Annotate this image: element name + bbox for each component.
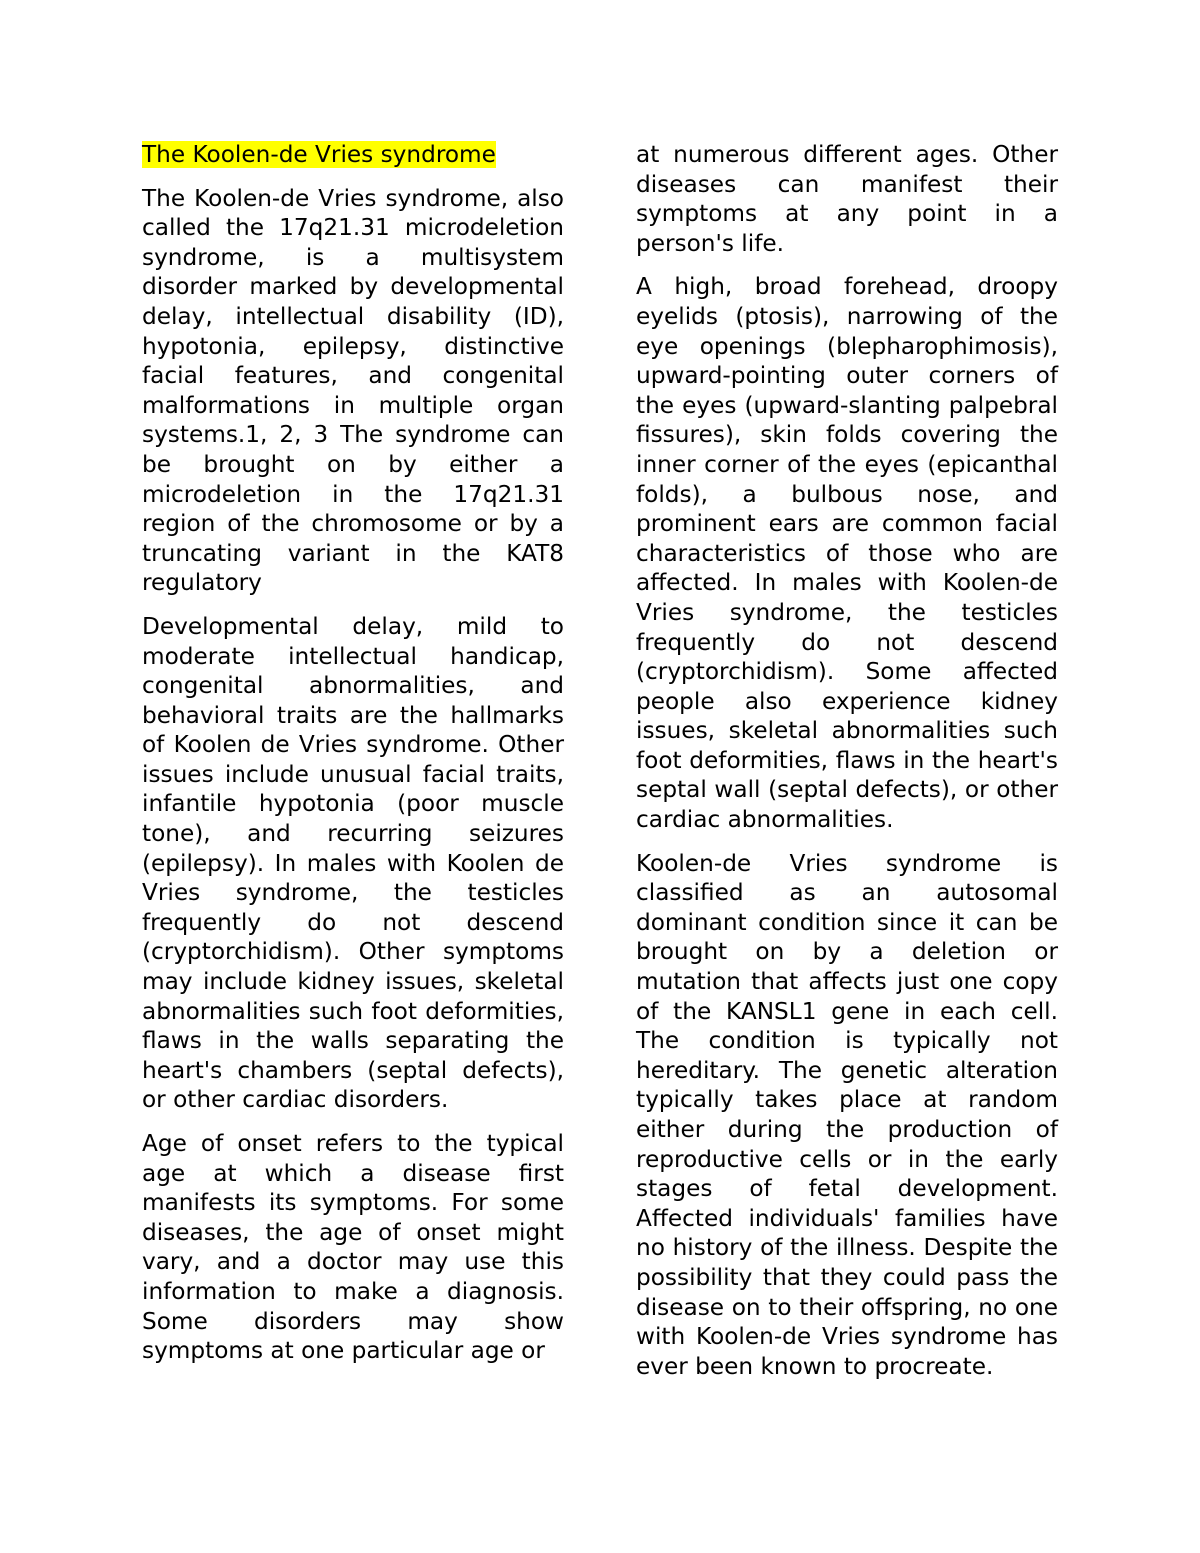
left-column	[142, 140, 564, 1380]
title-highlight: The Koolen-de Vries syndrome	[142, 141, 496, 168]
paragraph-age-continued: at numerous different ages. Other diseases can manifest their symptoms at any point in a person's life.	[636, 141, 1058, 257]
paragraph-intro: The Koolen-de Vries syndrome, also called the 17q21.31 microdeletion syndrome, is a multisystem disorder marked by developmental delay, intellectual disability (ID), hypotonia, epilepsy, distinctive facial features, and congenital malformations in multiple organ systems.1, 2, 3 The syndrome can be brought on by either a microdeletion in the 17q21.31 region of the chromosome or by a truncating variant in the KAT8 regulatory	[142, 184, 564, 597]
right-column	[636, 140, 1058, 1395]
paragraph-facial-features: A high, broad forehead, droopy eyelids (ptosis), narrowing of the eye openings (blepharophimosis), upward-pointing outer corners of the eyes (upward-slanting palpebral fissures), skin folds covering the inner corner of the eyes (epicanthal folds), a bulbous nose, and prominent ears are common facial characteristics of those who are affected. In males with Koolen-de Vries syndrome, the testicles frequently do not descend (cryptorchidism). Some affected people also experience kidney issues, skeletal abnormalities such foot deformities, flaws in the heart's septal wall (septal defects), or other cardiac abnormalities.	[636, 273, 1058, 834]
paragraph-inheritance: Koolen-de Vries syndrome is classified as an autosomal dominant condition since it can be brought on by a deletion or mutation that affects just one copy of the KANSL1 gene in each cell. The condition is typically not hereditary. The genetic alteration typically takes place at random either during the production of reproductive cells or in the early stages of fetal development. Affected individuals' families have no history of the illness. Despite the possibility that they could pass the disease on to their offspring, no one with Koolen-de Vries syndrome has ever been known to procreate.	[636, 849, 1058, 1380]
document-title	[142, 140, 564, 170]
paragraph-age-of-onset: Age of onset refers to the typical age at which a disease first manifests its symptoms. For some diseases, the age of onset might vary, and a doctor may use this information to make a diagnosis. Some disorders may show symptoms at one particular age or	[142, 1130, 564, 1365]
paragraph-symptoms: Developmental delay, mild to moderate intellectual handicap, congenital abnormalities, and behavioral traits are the hallmarks of Koolen de Vries syndrome. Other issues include unusual facial traits, infantile hypotonia (poor muscle tone), and recurring seizures (epilepsy). In males with Koolen de Vries syndrome, the testicles frequently do not descend (cryptorchidism). Other symptoms may include kidney issues, skeletal abnormalities such foot deformities, flaws in the walls separating the heart's chambers (septal defects), or other cardiac disorders.	[142, 612, 564, 1114]
